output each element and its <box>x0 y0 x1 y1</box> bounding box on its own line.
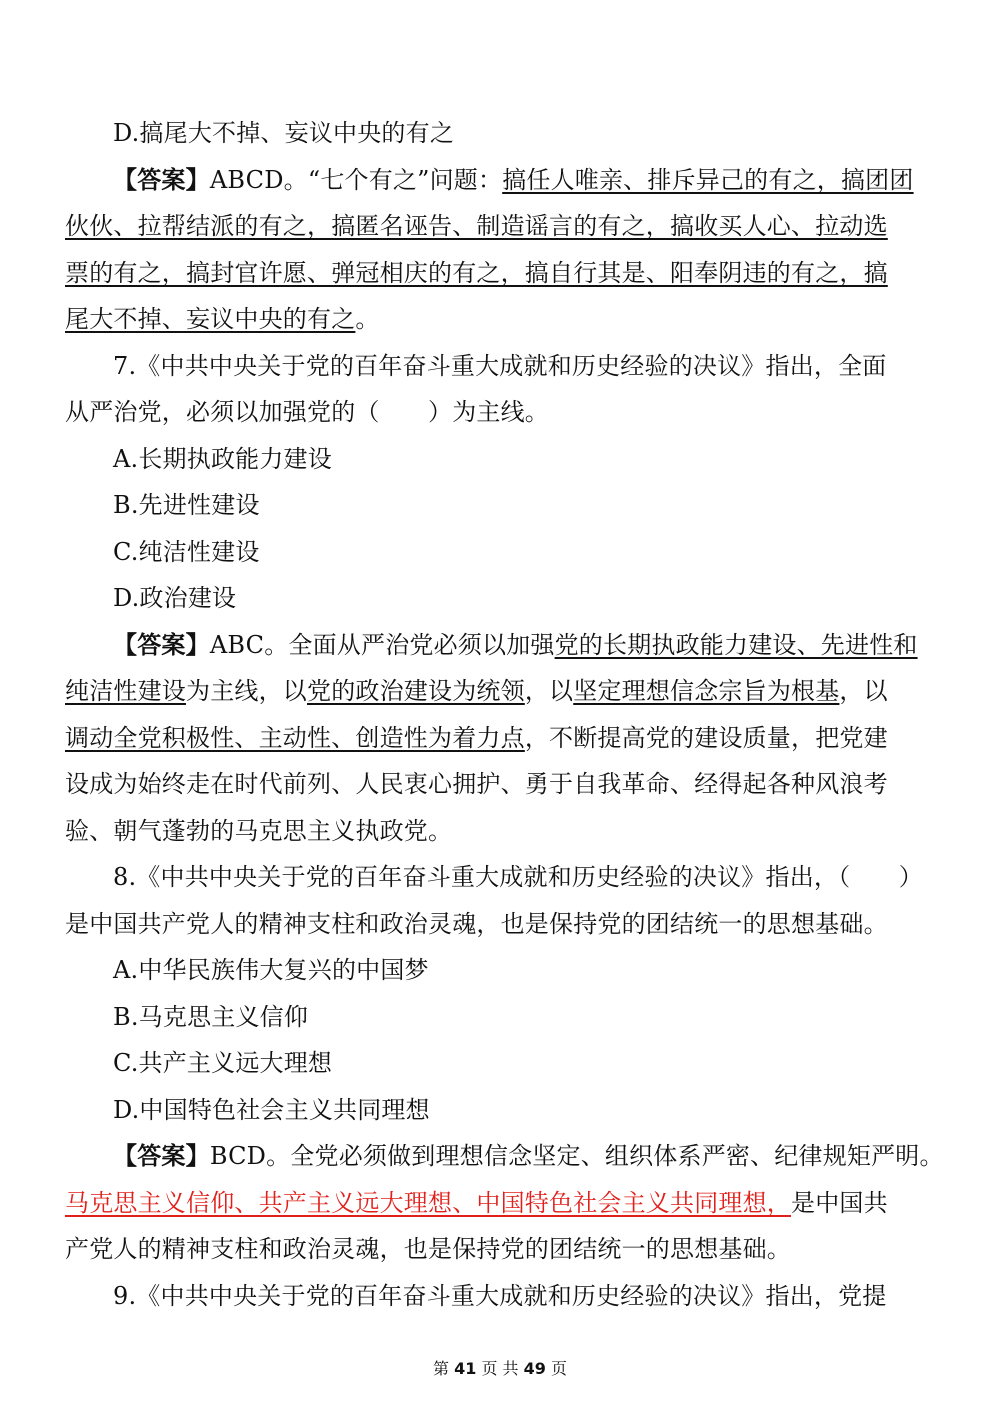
q8-answer-text: BCD。全党必须做到理想信念坚定、组织体系严密、纪律规矩严明。 <box>209 1142 944 1170</box>
q8-stem-line-2: 是中国共产党人的精神支柱和政治灵魂，也是保持党的团结统一的思想基础。 <box>65 909 888 938</box>
footer-page-number: 41 <box>454 1359 477 1378</box>
q7-answer-line-5: 验、朝气蓬勃的马克思主义执政党。 <box>65 816 453 845</box>
q6-answer-underlined: 票的有之，搞封官许愿、弹冠相庆的有之，搞自行其是、阳奉阴违的有之，搞 <box>65 258 888 287</box>
q6-answer-intro: “七个有之”问题： <box>307 165 503 194</box>
page-footer <box>0 1356 1000 1379</box>
q7-answer-underlined: 党的政治建设为统领 <box>307 677 525 705</box>
q7-option-b: B.先进性建设 <box>113 491 260 519</box>
q7-answer-text: ，以 <box>839 677 888 705</box>
q6-answer-line-4 <box>65 296 923 343</box>
q8-answer-line-3: 产党人的精神支柱和政治灵魂，也是保持党的团结统一的思想基础。 <box>65 1235 791 1263</box>
q7-option-c: C.纯洁性建设 <box>113 537 260 566</box>
q8-answer-line-1 <box>65 1133 944 1180</box>
q8-option-a: A.中华民族伟大复兴的中国梦 <box>113 956 429 984</box>
q9-stem-line-1: 9.《中共中央关于党的百年奋斗重大成就和历史经验的决议》指出，党提 <box>113 1281 887 1310</box>
q8-option-c: C.共产主义远大理想 <box>113 1049 333 1077</box>
q7-option-d: D.政治建设 <box>113 584 237 612</box>
q7-stem-line-1: 7.《中共中央关于党的百年奋斗重大成就和历史经验的决议》指出，全面 <box>113 351 887 380</box>
q6-option-d: D.搞尾大不掉、妄议中央的有之 <box>113 119 455 147</box>
document-page <box>65 110 944 1319</box>
q8-option-b: B.马克思主义信仰 <box>113 1002 309 1031</box>
answer-bracket: 【答案】 <box>113 629 210 659</box>
footer-suffix: 页 <box>551 1359 568 1378</box>
footer-prefix: 第 <box>432 1359 449 1378</box>
q8-answer-highlight: 马克思主义信仰、共产主义远大理想、中国特色社会主义共同理想， <box>65 1188 791 1217</box>
q6-answer-underlined: 伙伙、拉帮结派的有之，搞匿名诬告、制造谣言的有之，搞收买人心、拉动选 <box>65 212 888 240</box>
q8-option-d: D.中国特色社会主义共同理想 <box>113 1095 430 1124</box>
footer-total-pages: 49 <box>523 1359 546 1378</box>
q7-answer-underlined: 党的长期执政能力建设、先进性和 <box>554 630 918 659</box>
q7-answer-text: 为主线，以 <box>186 677 307 705</box>
q7-answer-line-2 <box>65 668 923 715</box>
q7-answer-underlined: 纯洁性建设 <box>65 677 186 705</box>
q6-answer-underlined: 搞任人唯亲、排斥异己的有之，搞团团 <box>502 165 914 194</box>
q8-stem-line-1: 8.《中共中央关于党的百年奋斗重大成就和历史经验的决议》指出，（ ） <box>113 863 923 891</box>
q7-answer-text: ABC。全面从严治党必须以加强 <box>209 630 555 659</box>
q6-answer-letters: ABCD。 <box>209 165 308 194</box>
q6-answer-end: 。 <box>355 305 380 333</box>
answer-bracket: 【答案】 <box>113 1141 210 1170</box>
q7-answer-underlined: 坚定理想信念宗旨为根基 <box>573 677 840 705</box>
q7-answer-line-4: 设成为始终走在时代前列、人民衷心拥护、勇于自我革命、经得起各种风浪考 <box>65 770 888 798</box>
q8-answer-text: 是中国共 <box>791 1188 888 1217</box>
q6-answer-line-1 <box>65 157 923 204</box>
answer-bracket: 【答案】 <box>113 164 210 194</box>
q6-answer-underlined: 尾大不掉、妄议中央的有之 <box>65 305 356 333</box>
q6-answer-line-2 <box>65 203 923 250</box>
q7-answer-line-1 <box>65 622 923 669</box>
q6-answer-line-3 <box>65 250 923 297</box>
q7-answer-line-3 <box>65 715 923 762</box>
q7-answer-text: ，不断提高党的建设质量，把党建 <box>524 723 888 752</box>
q7-answer-text: ，以 <box>524 677 574 705</box>
q7-answer-underlined: 调动全党积极性、主动性、创造性为着力点 <box>65 723 525 752</box>
q7-stem-line-2: 从严治党，必须以加强党的（ ）为主线。 <box>65 398 549 426</box>
q8-answer-line-2 <box>65 1180 923 1227</box>
q7-option-a: A.长期执政能力建设 <box>113 444 332 473</box>
footer-mid: 页 共 <box>481 1359 519 1378</box>
